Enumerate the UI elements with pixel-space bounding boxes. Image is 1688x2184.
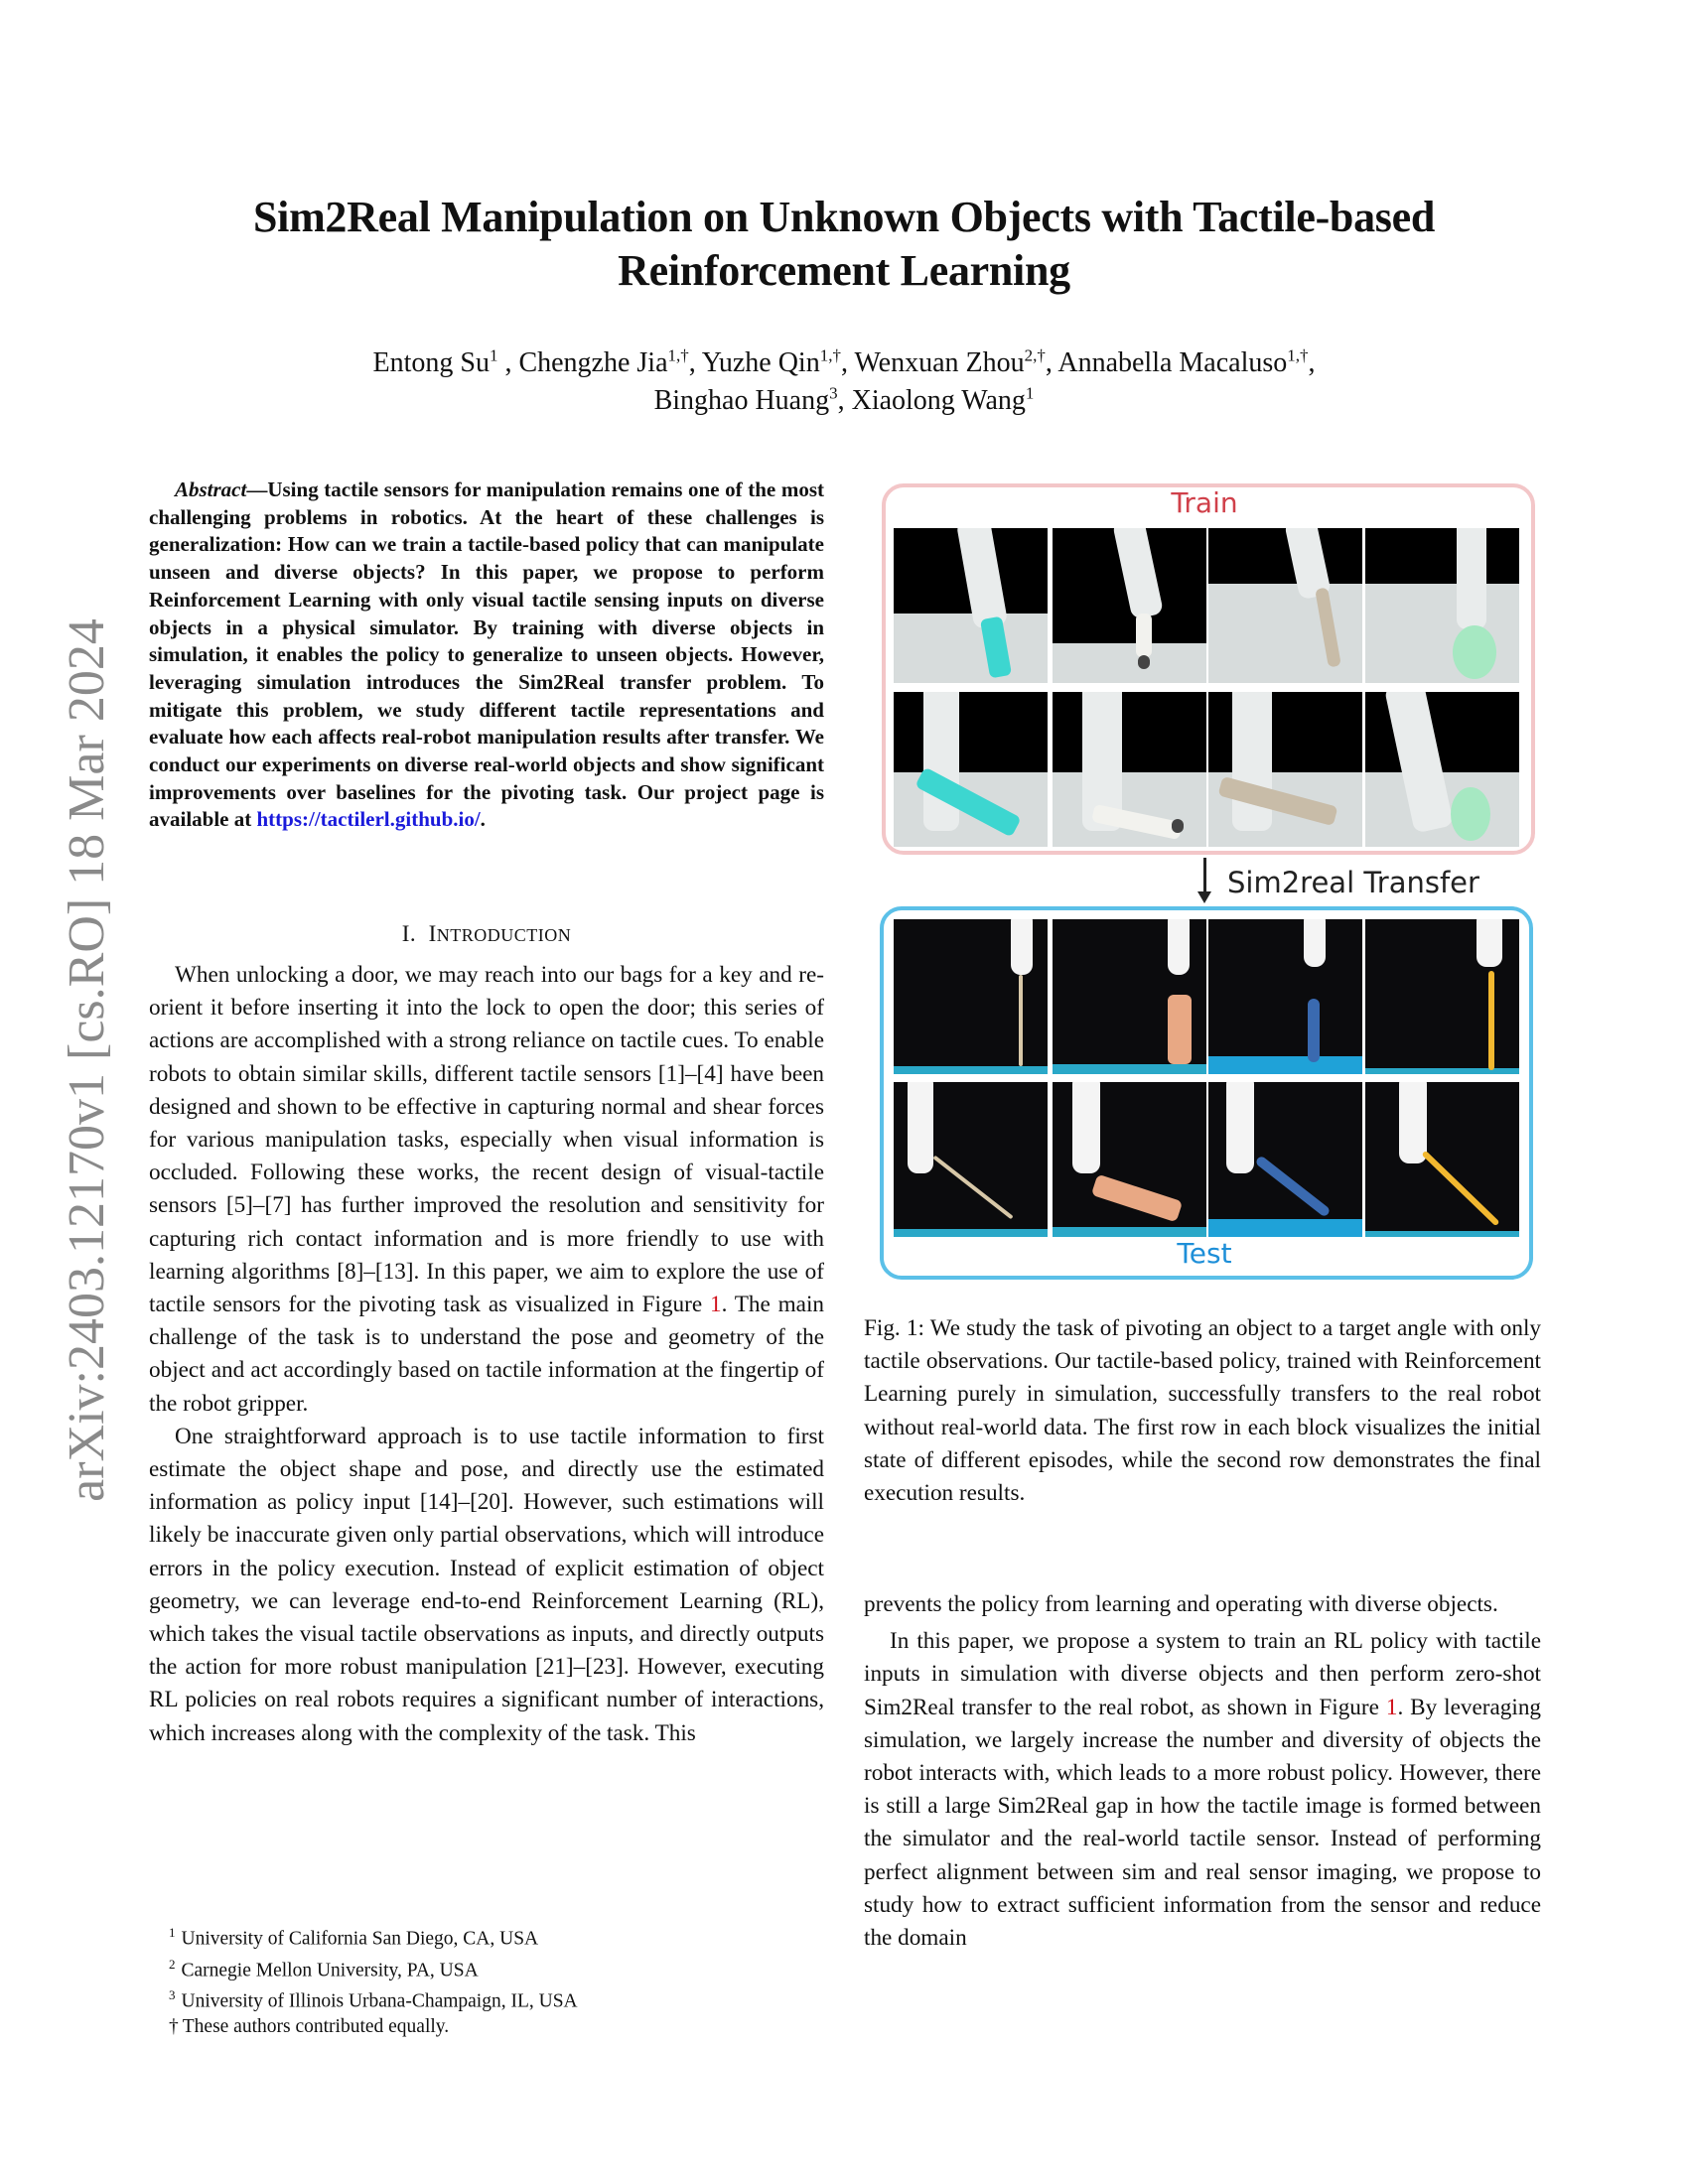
abstract-label: Abstract — [175, 478, 247, 501]
train-image-final-1 — [894, 692, 1048, 847]
footnote: † These authors contributed equally. — [169, 2015, 450, 2037]
author: Binghao Huang$^3$, — [653, 383, 852, 416]
intro-paragraph-continued: prevents the policy from learning and operating with diverse objects. — [864, 1591, 1498, 1617]
affiliation-footnotes — [169, 1920, 578, 2039]
author: Entong Su$^1$ , — [372, 345, 519, 378]
test-image-final-2 — [1053, 1082, 1206, 1237]
figure-1-ref-link[interactable]: 1 — [709, 1292, 722, 1318]
test-image-final-4 — [1365, 1082, 1519, 1237]
intro-paragraph-3: In this paper, we propose a system to train an RL policy with tactile inputs in simulation with diverse objects and then perform zero-shot Sim2Real transfer to the real robot, as shown in Figure 1. By leveraging simulation, we largely increase the number and diversity of objects the robot interacts with, which leads to a more robust policy. However, there is still a large Sim2Real gap in how the tactile image is formed between the simulator and the real-world tactile sensor. Instead of performing perfect alignment between sim and real sensor imaging, we propose to study how to extract sufficient information from the sensor and reduce the domain — [864, 1628, 1542, 1952]
author: Yuzhe Qin$^{1,\dagger}$, — [701, 345, 855, 378]
test-image-initial-3 — [1208, 919, 1362, 1074]
author: Annabella Macaluso$^{1,\dagger}$, — [1057, 345, 1316, 378]
figure-1-ref-link[interactable]: 1 — [1385, 1694, 1398, 1720]
abstract: Abstract—Using tactile sensors for manipulation remains one of the most challenging problems in robotics. At the heart of these challenges is generalization: How can we train a tactile-based policy that can manipulate unseen and diverse objects? In this paper, we propose to perform Reinforcement Learning with only visual tactile sensing inputs on diverse objects in a physical simulator. By training with diverse objects in simulation, it enables the policy to generalize to unseen objects. However, leveraging simulation introduces the Sim2Real transfer problem. To mitigate this problem, we study different tactile representations and evaluate how each affects real-robot manipulation results after transfer. We conduct our experiments on diverse real-world objects and show significant improvements over baselines for the pivoting task. Our project page is available at https://tactilerl.github.io/. — [149, 478, 824, 832]
paper-title: Sim2Real Manipulation on Unknown Objects with Tactile-based Reinforcement Learning — [252, 193, 1436, 295]
project-page-link[interactable]: https://tactilerl.github.io/ — [256, 807, 481, 832]
author: Wenxuan Zhou$^{2,\dagger}$, — [854, 345, 1058, 378]
train-image-initial-3 — [1208, 528, 1362, 683]
intro-left-column — [149, 959, 824, 1750]
train-image-final-4 — [1365, 692, 1519, 847]
arrow-down-icon — [1197, 891, 1211, 903]
test-image-initial-4 — [1365, 919, 1519, 1074]
test-image-final-3 — [1208, 1082, 1362, 1237]
sim2real-transfer-label: Sim2real Transfer — [1227, 866, 1479, 899]
footnote: $^1$ University of California San Diego, CA, USA — [169, 1925, 539, 1950]
author-list — [149, 344, 1539, 420]
arxiv-stamp: arXiv:2403.12170v1 [cs.RO] 18 Mar 2024 — [59, 618, 115, 1502]
train-image-final-2 — [1053, 692, 1206, 847]
section-heading-introduction: I. INTRODUCTION — [401, 921, 572, 946]
intro-paragraph-2: One straightforward approach is to use tactile information to first estimate the object shape and pose, and directly use the estimated information as policy input [14]–[20]. However, such estimations will likely be inaccurate given only partial observations, which will introduce errors in the policy execution. Instead of explicit estimation of object geometry, we can leverage end-to-end Reinforcement Learning (RL), which takes the visual tactile observations as inputs, and directly outputs the action for more robust manipulation [21]–[23]. However, executing RL policies on real robots requires a significant number of interactions, which increases along with the complexity of the task. This — [149, 1423, 824, 1746]
train-image-initial-1 — [894, 528, 1048, 683]
train-image-initial-2 — [1053, 528, 1206, 683]
author: Chengzhe Jia$^{1,\dagger}$, — [518, 345, 702, 378]
intro-paragraph-1: When unlocking a door, we may reach into our bags for a key and re-orient it before inserting it into the lock to open the door; this series of actions are accomplished with a strong reliance on tactile cues. To enable robots to obtain similar skills, different tactile sensors [1]–[4] have been designed and shown to be effective in capturing normal and shear forces for various manipulation tasks, especially when visual information is occluded. Following these works, the recent design of visual-tactile sensors [5]–[7] has further improved the resolution and sensitivity for capturing rich contact information and is more friendly to use with learning algorithms [8]–[13]. In this paper, we aim to explore the use of tactile sensors for the pivoting task as visualized in Figure 1. The main challenge of the task is to understand the pose and geometry of the object and act accordingly based on tactile information at the fingertip of the robot gripper. — [149, 962, 824, 1417]
train-image-initial-4 — [1365, 528, 1519, 683]
footnote: $^2$ Carnegie Mellon University, PA, USA — [169, 1956, 479, 1980]
train-image-final-3 — [1208, 692, 1362, 847]
footnote: $^3$ University of Illinois Urbana-Champaign, IL, USA — [169, 1987, 578, 2012]
test-image-final-1 — [894, 1082, 1048, 1237]
test-label: Test — [1177, 1237, 1232, 1270]
figure-1-caption: Fig. 1: We study the task of pivoting an object to a target angle with only tactile observations. Our tactile-based policy, trained with Reinforcement Learning purely in simulation, successfully transfers to the real robot without real-world data. The first row in each block visualizes the initial state of different episodes, while the second row demonstrates the final execution results. — [864, 1315, 1541, 1507]
abstract-text: Using tactile sensors for manipulation remains one of the most challenging problems in robotics. At the heart of these challenges is generalization: How can we train a tactile-based policy that can manipulate unseen and diverse objects? In this paper, we propose to perform Reinforcement Learning with only visual tactile sensing inputs on diverse objects in a physical simulator. By training with diverse objects in simulation, it enables the policy to generalize to unseen objects. However, leveraging simulation introduces the Sim2Real transfer problem. To mitigate this problem, we study different tactile representations and evaluate how each affects real-robot manipulation results after transfer. We conduct our experiments on diverse real-world objects and show significant improvements over baselines for the pivoting task. Our project page is available at — [149, 478, 824, 832]
train-label: Train — [1171, 486, 1238, 519]
author: Xiaolong Wang$^1$ — [851, 383, 1035, 416]
intro-right-column — [864, 1588, 1541, 1955]
transfer-arrow — [1203, 858, 1206, 895]
test-image-initial-2 — [1053, 919, 1206, 1074]
test-image-initial-1 — [894, 919, 1048, 1074]
